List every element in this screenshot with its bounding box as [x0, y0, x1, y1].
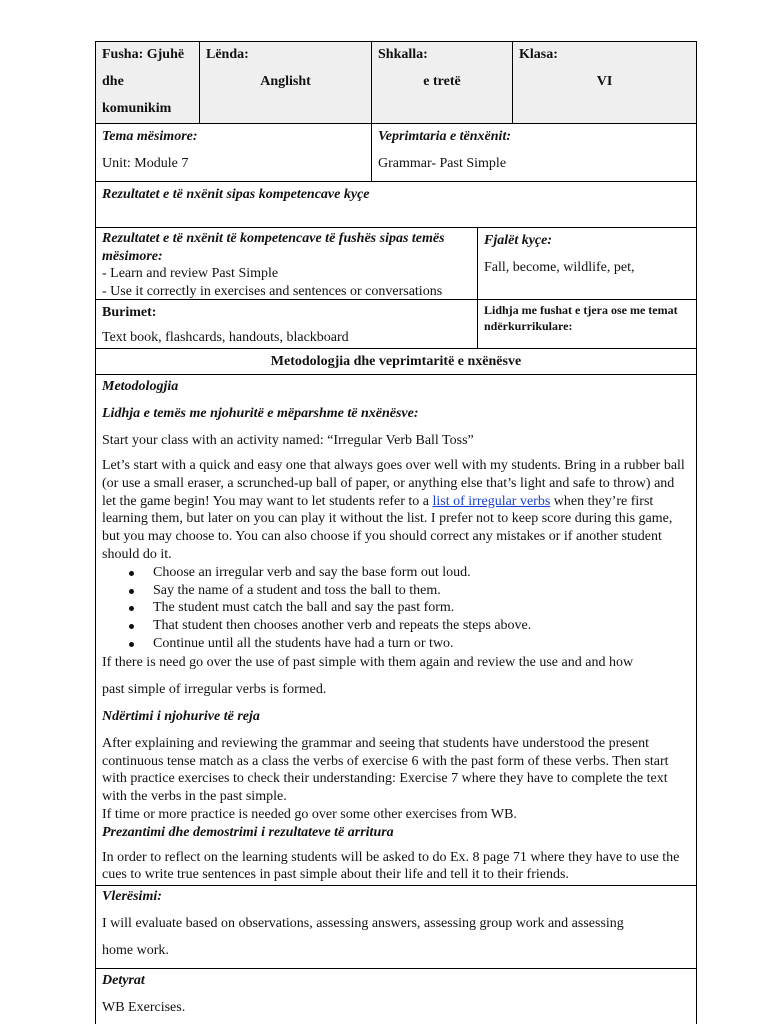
- rezultatet-fushes-label-1: Rezultatet e të nxënit të kompetencave të fushës sipas temës: [102, 231, 445, 246]
- list-item: [146, 564, 690, 582]
- prezantimi-text: In order to reflect on the learning students will be asked to do Ex. 8 page 71 where they have to use the cues to write true sentences in past simple about their life and tell it to their friends.: [102, 849, 680, 883]
- review-line-1: If there is need go over the use of past simple with them again and review the use and and how: [102, 654, 634, 670]
- activity-text-end: when they’re first learning them, but later on you can play it without the list. I prefer not to keep score during this game, but you may choose to. You can also choose if you should correct any mistakes or if another student should do it.: [102, 493, 673, 562]
- lidhja-fushat-label: Lidhja me fushat e tjera ose me temat ndërkurrikulare:: [484, 303, 678, 333]
- lenda-value: Anglisht: [260, 74, 311, 89]
- tema-label: Tema mësimore:: [102, 129, 198, 144]
- list-item: [146, 617, 690, 635]
- fjalet-cell: [477, 228, 696, 299]
- list-item: [146, 582, 690, 600]
- metodologjia-body-row: [96, 375, 696, 886]
- rezultatet-kyce-row: [96, 182, 696, 228]
- metodologjia-body: [96, 375, 696, 885]
- veprimtaria-label: Veprimtaria e tënxënit:: [378, 129, 511, 144]
- klasa-cell: [512, 42, 696, 123]
- list-item: [146, 635, 690, 653]
- review-line-2: past simple of irregular verbs is formed.: [102, 681, 327, 697]
- bullet-icon: [129, 606, 134, 611]
- step-text: Continue until all the students have had a turn or two.: [153, 635, 454, 651]
- fusha-line3: komunikim: [102, 101, 172, 116]
- lenda-label: Lënda:: [206, 47, 249, 62]
- rezultatet-item-2: - Use it correctly in exercises and sentences or conversations: [102, 283, 443, 299]
- burimet-cell: [96, 300, 477, 348]
- activity-steps-list: [102, 564, 690, 653]
- rezultatet-kyce-label: Rezultatet e të nxënit sipas kompetencave kyçe: [102, 187, 370, 202]
- fjalet-value: Fall, become, wildlife, pet,: [484, 260, 635, 275]
- vleresimi-line-2: home work.: [102, 943, 169, 958]
- detyrat-label: Detyrat: [102, 973, 145, 988]
- ndertimi-extra: If time or more practice is needed go over some other exercises from WB.: [102, 806, 517, 822]
- bullet-icon: [129, 642, 134, 647]
- lenda-cell: [199, 42, 371, 123]
- klasa-label: Klasa:: [519, 47, 558, 62]
- fusha-label: Fusha: Gjuhë: [102, 47, 185, 62]
- veprimtaria-cell: [371, 124, 696, 181]
- tema-value: Unit: Module 7: [102, 156, 189, 171]
- burimet-row: [96, 300, 696, 349]
- activity-text-start: Let’s start with a quick and easy one that always goes over well with my students. Bring in a rubber ball (or use a small eraser, a scrunched-up ball of paper, or anything else that’s light and safe to throw) and let the game begin! You may want to let students refer to a: [102, 458, 685, 509]
- vleresimi-row: [96, 886, 696, 969]
- activity-intro: Start your class with an activity named: “Irregular Verb Ball Toss”: [102, 433, 474, 448]
- topic-row: [96, 124, 696, 182]
- fusha-line2: dhe: [102, 74, 124, 89]
- fusha-cell: [96, 42, 199, 123]
- irregular-verbs-link[interactable]: list of irregular verbs: [432, 493, 551, 509]
- step-text: The student must catch the ball and say the past form.: [153, 600, 455, 616]
- shkalla-cell: [371, 42, 512, 123]
- detyrat-cell: [96, 969, 696, 1025]
- ndertimi-label: Ndërtimi i njohurive të reja: [102, 708, 260, 724]
- lidhja-njohurite-label: Lidhja e temës me njohuritë e mëparshme të nxënësve:: [102, 406, 419, 421]
- list-item: [146, 599, 690, 617]
- metodologjia-heading: Metodologjia dhe veprimtaritë e nxënësve: [270, 354, 522, 369]
- burimet-label: Burimet:: [102, 305, 157, 320]
- klasa-value: VI: [596, 74, 613, 89]
- activity-paragraph: [102, 457, 690, 564]
- shkalla-label: Shkalla:: [378, 47, 428, 62]
- vleresimi-cell: [96, 886, 696, 968]
- header-row: [96, 42, 696, 124]
- vleresimi-line-1: I will evaluate based on observations, assessing answers, assessing group work and assessing: [102, 916, 624, 931]
- vleresimi-label: Vlerësimi:: [102, 889, 162, 904]
- rezultatet-fushes-row: [96, 228, 696, 300]
- lidhja-fushat-cell: [477, 300, 696, 348]
- step-text: Choose an irregular verb and say the base form out loud.: [153, 564, 471, 580]
- bullet-icon: [129, 624, 134, 629]
- rezultatet-item-1: - Learn and review Past Simple: [102, 266, 279, 281]
- detyrat-value: WB Exercises.: [102, 1000, 186, 1015]
- bullet-icon: [129, 571, 134, 576]
- shkalla-value: e tretë: [423, 74, 461, 89]
- veprimtaria-value: Grammar- Past Simple: [378, 156, 507, 171]
- lesson-plan-table: [95, 41, 697, 1024]
- prezantimi-label: Prezantimi dhe demostrimi i rezultateve të arritura: [102, 824, 394, 840]
- step-text: That student then chooses another verb and repeats the steps above.: [153, 618, 532, 634]
- fjalet-label: Fjalët kyçe:: [484, 233, 553, 248]
- rezultatet-fushes-cell: [96, 228, 477, 299]
- burimet-value: Text book, flashcards, handouts, blackboard: [102, 330, 349, 345]
- rezultatet-kyce-cell: [96, 182, 696, 227]
- step-text: Say the name of a student and toss the ball to them.: [153, 582, 441, 598]
- bullet-icon: [129, 589, 134, 594]
- rezultatet-fushes-label-2: mësimore:: [102, 248, 163, 264]
- tema-cell: [96, 124, 371, 181]
- detyrat-row: [96, 969, 696, 1025]
- metodologjia-heading-row: [96, 349, 696, 375]
- metodologjia-label: Metodologjia: [102, 379, 179, 394]
- ndertimi-text: After explaining and reviewing the grammar and seeing that students have understood the present continuous tense match as a class the verbs of exercise 6 with the past form of these verbs. Then start with practice exercises to check their understanding: Exercise 7 where they have to complete the text with the verbs in the past simple.: [102, 735, 669, 805]
